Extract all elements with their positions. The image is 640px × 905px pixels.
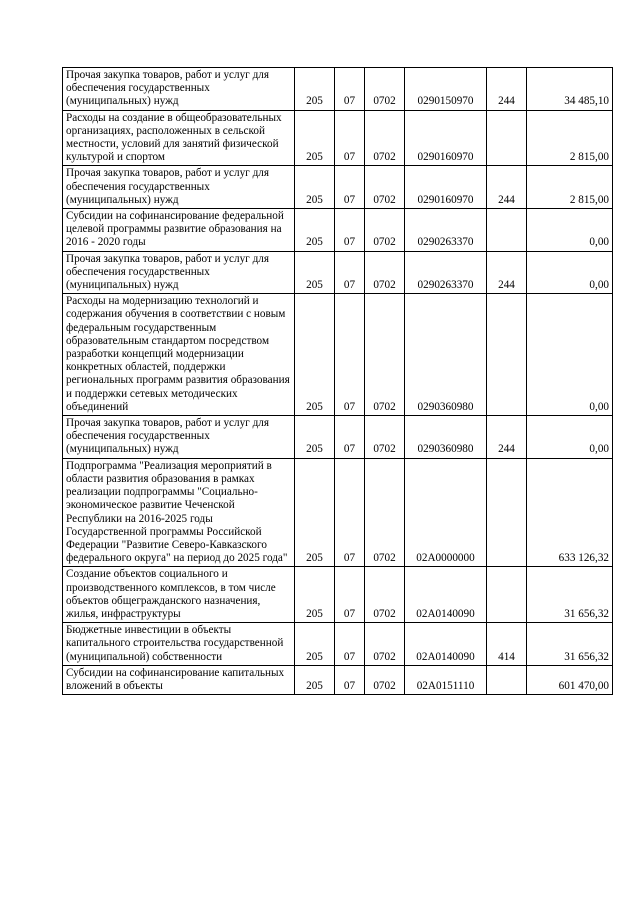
cell-vr bbox=[487, 209, 527, 252]
table-row bbox=[63, 68, 613, 111]
cell-name: Прочая закупка товаров, работ и услуг для обеспечения государственных (муниципальных) нужд bbox=[63, 166, 295, 209]
cell-razdel: 07 bbox=[335, 416, 365, 459]
cell-vr bbox=[487, 567, 527, 623]
cell-vr: 244 bbox=[487, 68, 527, 111]
cell-razdel: 07 bbox=[335, 623, 365, 666]
cell-sum: 0,00 bbox=[527, 416, 613, 459]
cell-vr: 244 bbox=[487, 166, 527, 209]
table-row bbox=[63, 458, 613, 567]
table-row bbox=[63, 110, 613, 166]
cell-name: Расходы на модернизацию технологий и содержания обучения в соответствии с новым федеральным государственным образовательным стандартом посредством разработки концепций модернизации конкретных областей, поддержки региональных программ развития образования и поддержки сетевых методических объединений bbox=[63, 294, 295, 416]
cell-vr bbox=[487, 458, 527, 567]
cell-csr: 02А0140090 bbox=[405, 623, 487, 666]
cell-podrazdel: 0702 bbox=[365, 166, 405, 209]
cell-csr: 0290160970 bbox=[405, 110, 487, 166]
cell-razdel: 07 bbox=[335, 110, 365, 166]
cell-csr: 0290160970 bbox=[405, 166, 487, 209]
budget-table bbox=[62, 67, 613, 695]
table-row bbox=[63, 665, 613, 694]
cell-razdel: 07 bbox=[335, 251, 365, 294]
cell-ved: 205 bbox=[295, 251, 335, 294]
cell-podrazdel: 0702 bbox=[365, 251, 405, 294]
cell-name: Субсидии на софинансирование капитальных вложений в объекты bbox=[63, 665, 295, 694]
table-row bbox=[63, 567, 613, 623]
cell-ved: 205 bbox=[295, 665, 335, 694]
cell-csr: 02А0000000 bbox=[405, 458, 487, 567]
cell-podrazdel: 0702 bbox=[365, 68, 405, 111]
table-row bbox=[63, 623, 613, 666]
cell-sum: 31 656,32 bbox=[527, 567, 613, 623]
cell-csr: 0290150970 bbox=[405, 68, 487, 111]
cell-sum: 0,00 bbox=[527, 294, 613, 416]
cell-name: Расходы на создание в общеобразовательных организациях, расположенных в сельской местности, условий для занятий физической культурой и спортом bbox=[63, 110, 295, 166]
cell-podrazdel: 0702 bbox=[365, 458, 405, 567]
cell-podrazdel: 0702 bbox=[365, 567, 405, 623]
cell-vr bbox=[487, 110, 527, 166]
cell-podrazdel: 0702 bbox=[365, 209, 405, 252]
cell-razdel: 07 bbox=[335, 567, 365, 623]
cell-ved: 205 bbox=[295, 68, 335, 111]
table-row bbox=[63, 416, 613, 459]
cell-csr: 0290360980 bbox=[405, 294, 487, 416]
cell-razdel: 07 bbox=[335, 665, 365, 694]
cell-podrazdel: 0702 bbox=[365, 623, 405, 666]
cell-csr: 0290263370 bbox=[405, 209, 487, 252]
cell-vr bbox=[487, 294, 527, 416]
cell-podrazdel: 0702 bbox=[365, 110, 405, 166]
table-row bbox=[63, 251, 613, 294]
cell-name: Прочая закупка товаров, работ и услуг для обеспечения государственных (муниципальных) нужд bbox=[63, 68, 295, 111]
cell-sum: 31 656,32 bbox=[527, 623, 613, 666]
cell-ved: 205 bbox=[295, 166, 335, 209]
cell-csr: 0290360980 bbox=[405, 416, 487, 459]
cell-csr: 0290263370 bbox=[405, 251, 487, 294]
cell-name: Подпрограмма "Реализация мероприятий в области развития образования в рамках реализации подпрограммы "Социально-экономическое развитие Чеченской Республики на 2016-2025 годы Государственной программы Российской Федерации "Развитие Северо-Кавказского федерального округа" на период до 2025 года" bbox=[63, 458, 295, 567]
cell-name: Бюджетные инвестиции в объекты капитального строительства государственной (муниципальной) собственности bbox=[63, 623, 295, 666]
cell-razdel: 07 bbox=[335, 458, 365, 567]
cell-ved: 205 bbox=[295, 567, 335, 623]
cell-sum: 34 485,10 bbox=[527, 68, 613, 111]
cell-ved: 205 bbox=[295, 623, 335, 666]
cell-csr: 02А0140090 bbox=[405, 567, 487, 623]
cell-razdel: 07 bbox=[335, 68, 365, 111]
cell-razdel: 07 bbox=[335, 209, 365, 252]
table-row bbox=[63, 209, 613, 252]
cell-sum: 601 470,00 bbox=[527, 665, 613, 694]
cell-sum: 2 815,00 bbox=[527, 110, 613, 166]
cell-razdel: 07 bbox=[335, 166, 365, 209]
table-body bbox=[63, 68, 613, 695]
cell-ved: 205 bbox=[295, 110, 335, 166]
cell-ved: 205 bbox=[295, 294, 335, 416]
cell-podrazdel: 0702 bbox=[365, 665, 405, 694]
cell-name: Субсидии на софинансирование федеральной целевой программы развитие образования на 2016 - 2020 годы bbox=[63, 209, 295, 252]
cell-vr: 244 bbox=[487, 251, 527, 294]
cell-sum: 0,00 bbox=[527, 251, 613, 294]
table-row bbox=[63, 166, 613, 209]
cell-ved: 205 bbox=[295, 416, 335, 459]
cell-podrazdel: 0702 bbox=[365, 294, 405, 416]
cell-sum: 2 815,00 bbox=[527, 166, 613, 209]
cell-ved: 205 bbox=[295, 458, 335, 567]
cell-name: Прочая закупка товаров, работ и услуг для обеспечения государственных (муниципальных) нужд bbox=[63, 251, 295, 294]
cell-podrazdel: 0702 bbox=[365, 416, 405, 459]
cell-name: Прочая закупка товаров, работ и услуг для обеспечения государственных (муниципальных) нужд bbox=[63, 416, 295, 459]
cell-sum: 633 126,32 bbox=[527, 458, 613, 567]
cell-csr: 02А0151110 bbox=[405, 665, 487, 694]
cell-razdel: 07 bbox=[335, 294, 365, 416]
cell-vr bbox=[487, 665, 527, 694]
cell-sum: 0,00 bbox=[527, 209, 613, 252]
cell-ved: 205 bbox=[295, 209, 335, 252]
cell-vr: 244 bbox=[487, 416, 527, 459]
cell-name: Создание объектов социального и производственного комплексов, в том числе объектов общегражданского назначения, жилья, инфраструктуры bbox=[63, 567, 295, 623]
table-row bbox=[63, 294, 613, 416]
cell-vr: 414 bbox=[487, 623, 527, 666]
